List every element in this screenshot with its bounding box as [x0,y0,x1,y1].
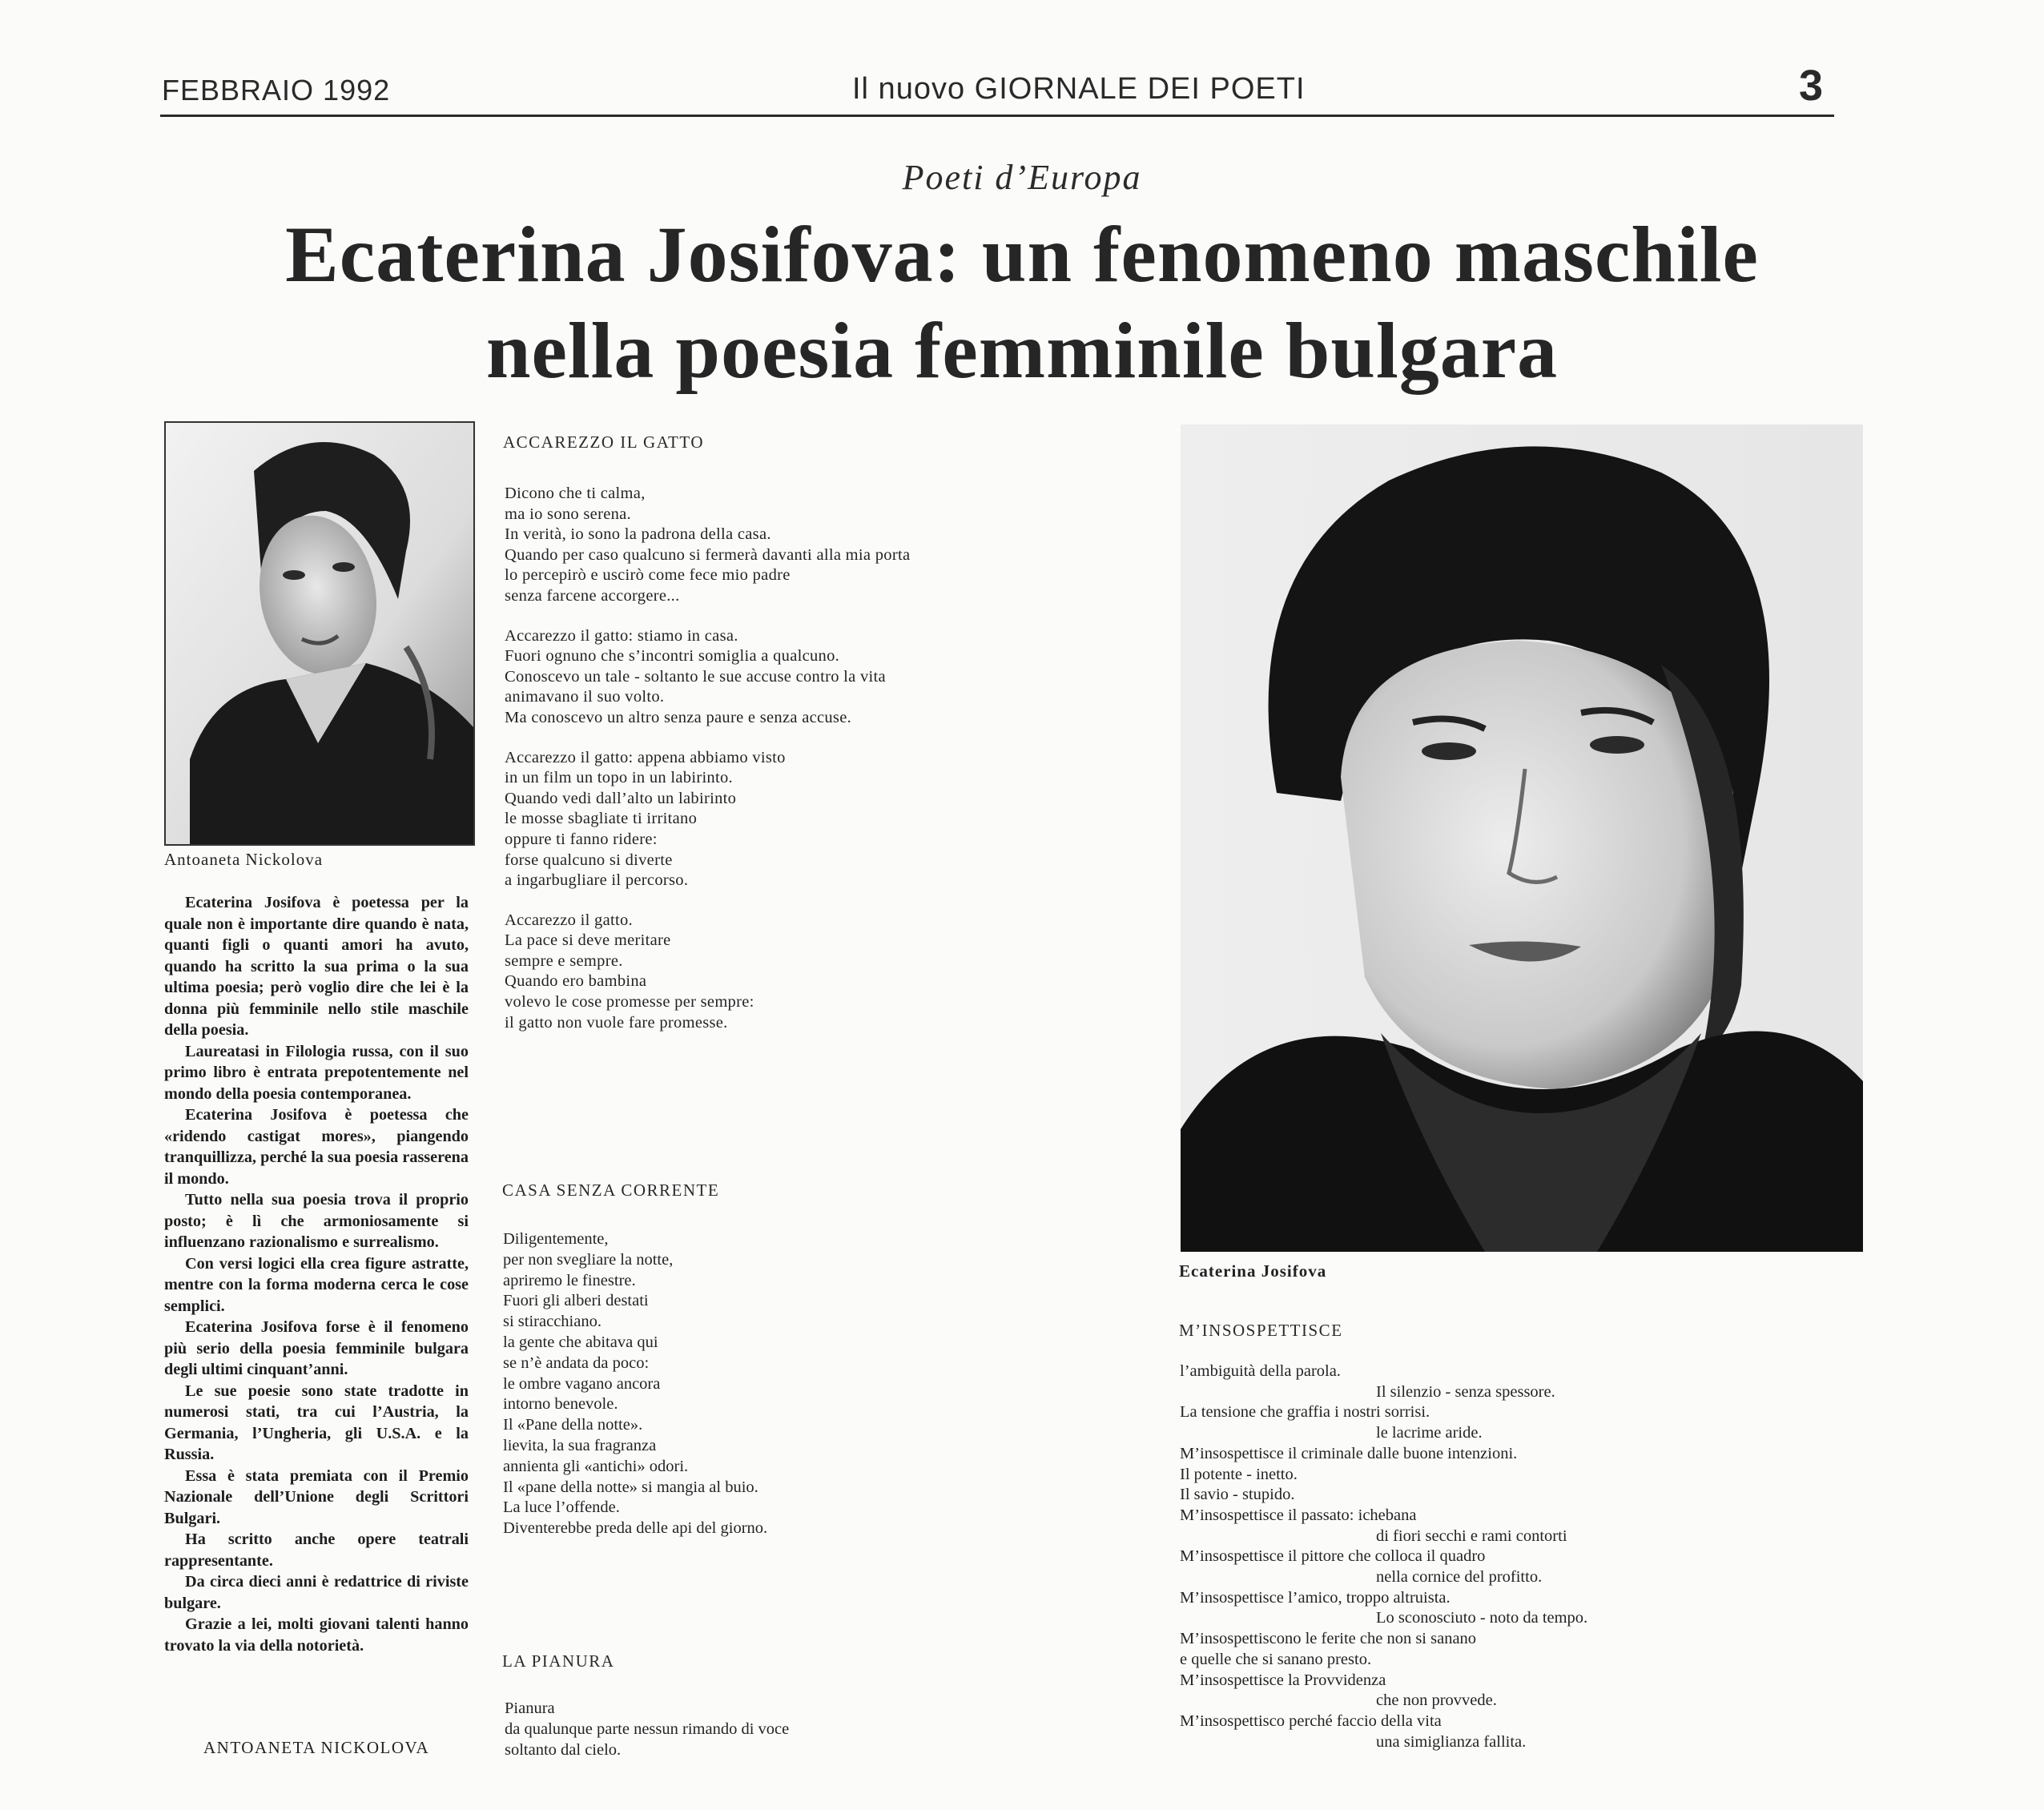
poem-line: Accarezzo il gatto. [505,911,633,929]
poem-line: M’insospettisce il criminale dalle buone intenzioni. [1180,1444,1518,1462]
poem-line: La tensione che graffia i nostri sorrisi. [1180,1403,1430,1422]
author-portrait-photo [164,421,475,846]
poem-line: da qualunque parte nessun rimando di voce [505,1720,790,1738]
poem-title-insospettisce: M’INSOSPETTISCE [1179,1321,1343,1340]
poem-line: volevo le cose promesse per sempre: [505,993,754,1012]
poem-line: nella cornice del profitto. [1376,1568,1543,1587]
poem-line: Diligentemente, [503,1230,609,1248]
poem-line: Pianura [505,1699,555,1717]
poem-line: sempre e sempre. [505,951,623,970]
article-paragraph: Ecaterina Josifova è poetessa che «ridendo castigat mores», piangendo tranquillizza, perché la sua poesia rasserena il mondo. [164,1106,469,1188]
poem-line: la gente che abitava qui [503,1333,658,1351]
poem-line: le ombre vagano ancora [503,1374,661,1393]
poem-line: se n’è andata da poco: [503,1353,650,1372]
section-kicker: Poeti d’Europa [902,158,1142,197]
poem-line: Il «Pane della notte». [503,1416,643,1434]
poem-line: Fuori ognuno che s’incontri somiglia a qualcuno. [505,647,840,666]
poem-line: Accarezzo il gatto: appena abbiamo visto [505,748,786,766]
poem-line: Diventerebbe preda delle api del giorno. [503,1519,768,1538]
poem-line: Dicono che ti calma, [505,485,646,502]
poem-line: Il «pane della notte» si mangia al buio. [503,1478,758,1496]
article-paragraph: Ha scritto anche opere teatrali rappresentante. [164,1530,469,1570]
article-paragraph: Essa è stata premiata con il Premio Nazionale dell’Unione degli Scrittori Bulgari. [164,1466,469,1527]
poem-line: Quando vedi dall’alto un labirinto [505,789,737,807]
poem-body-pianura [505,1698,789,1760]
poem-line: M’insospettiscono le ferite che non si sanano [1180,1630,1477,1648]
poem-line: il gatto non vuole fare promesse. [505,1013,728,1032]
poem-line: La pace si deve meritare [505,931,671,950]
poem-line: senza farcene accorgere... [505,586,680,605]
article-paragraph: Da circa dieci anni è redattrice di riviste bulgare. [164,1573,469,1612]
article-paragraph: Ecaterina Josifova forse è il fenomeno più serio della poesia femminile bulgara degli ultimi cinquant’anni. [164,1318,469,1378]
poem-line: Fuori gli alberi destati [503,1292,649,1310]
masthead-rule [160,115,1834,117]
headline-line-1: Ecaterina Josifova: un fenomeno maschile [285,210,1759,299]
poem-line: soltanto dal cielo. [505,1741,622,1759]
poem-line: le lacrime aride. [1376,1424,1483,1442]
poem-line: per non svegliare la notte, [503,1250,674,1269]
poem-body-accarezzo [505,484,910,1033]
poem-line: lievita, la sua fragranza [503,1436,657,1454]
article-paragraph: Le sue poesie sono state tradotte in numerosi stati, tra cui l’Austria, la Germania, l’Ungheria, gli U.S.A. e la Russia. [164,1382,469,1463]
small-photo-caption: Antoaneta Nickolova [164,850,324,869]
article-paragraph: Laureatasi in Filologia russa, con il suo primo libro è entrata prepotentemente nel mondo della poesia contemporanea. [164,1042,469,1103]
poem-title-accarezzo: ACCAREZZO IL GATTO [503,432,704,452]
poem-line: M’insospettisce la Provvidenza [1180,1671,1386,1689]
publication-title: Il nuovo GIORNALE DEI POETI [852,72,1306,106]
poem-line: Il potente - inetto. [1180,1465,1298,1483]
large-photo-caption: Ecaterina Josifova [1179,1261,1327,1281]
poem-line: in un film un topo in un labirinto. [505,769,733,787]
poem-line: Accarezzo il gatto: stiamo in casa. [505,626,738,645]
poem-line: M’insospettisco perché faccio della vita [1180,1711,1442,1730]
issue-date: FEBBRAIO 1992 [162,74,391,107]
poem-line: La luce l’offende. [503,1498,620,1517]
poem-title-pianura: LA PIANURA [502,1651,615,1671]
poem-line: ma io sono serena. [505,505,631,523]
article-paragraph: Con versi logici ella crea figure astratte, mentre con la forma moderna cerca le cose semplici. [164,1254,469,1315]
poem-line: apriremo le finestre. [503,1271,636,1289]
headline-line-2: nella poesia femminile bulgara [485,306,1559,395]
poem-line: una simiglianza fallita. [1376,1732,1527,1751]
stanza-break [505,607,910,626]
poem-line: Il silenzio - senza spessore. [1376,1382,1555,1401]
article-body [164,892,469,1656]
poem-line: a ingarbugliare il percorso. [505,871,689,890]
poem-line: Quando per caso qualcuno si fermerà davanti alla mia porta [505,545,911,564]
poem-line: e quelle che si sanano presto. [1180,1650,1372,1668]
poet-portrait-photo [1181,424,1863,1252]
poem-line: Ma conoscevo un altro senza paure e senza accuse. [505,708,852,726]
poem-line: oppure ti fanno ridere: [505,830,658,848]
poem-line: Il savio - stupido. [1180,1486,1295,1504]
poem-title-casa: CASA SENZA CORRENTE [502,1181,720,1200]
poem-line: lo percepirò e uscirò come fece mio padre [505,566,791,585]
poem-line: Lo sconosciuto - noto da tempo. [1376,1609,1588,1627]
poem-line: le mosse sbagliate ti irritano [505,810,698,828]
article-paragraph: Grazie a lei, molti giovani talenti hanno trovato la via della notorietà. [164,1615,469,1655]
poem-line: intorno benevole. [503,1395,618,1414]
poem-line: In verità, io sono la padrona della casa. [505,525,771,544]
poem-line: che non provvede. [1376,1691,1497,1710]
poem-line: M’insospettisce l’amico, troppo altruista. [1180,1588,1451,1607]
article-byline: ANTOANETA NICKOLOVA [203,1738,430,1757]
poem-line: M’insospettisce il passato: ichebana [1180,1506,1417,1524]
poem-body-casa [503,1229,767,1539]
poem-line: forse qualcuno si diverte [505,851,673,869]
poem-line: Quando ero bambina [505,972,647,991]
poem-line: animavano il suo volto. [505,688,665,706]
poem-line: di fiori secchi e rami contorti [1376,1526,1567,1545]
poem-line: si stiracchiano. [503,1313,602,1331]
poem-body-insospettisce [1180,1362,1587,1752]
stanza-break [505,729,910,748]
poem-line: l’ambiguità della parola. [1180,1362,1341,1380]
article-paragraph: Tutto nella sua poesia trova il proprio posto; è lì che armoniosamente si influenzano razionalismo e surrealismo. [164,1191,469,1251]
poem-line: Conoscevo un tale - soltanto le sue accuse contro la vita [505,667,886,686]
article-paragraph: Ecaterina Josifova è poetessa per la quale non è importante dire quando è nata, quanti figli o quanti amori ha avuto, quando ha scritto la sua prima o la sua ultima poesia; però voglio dire che lei è la donna più femminile nello stile maschile della poesia. [164,894,469,1039]
page-number: 3 [1799,62,1824,110]
poem-line: annienta gli «antichi» odori. [503,1457,689,1475]
stanza-break [505,891,910,911]
poem-line: M’insospettisce il pittore che colloca il quadro [1180,1547,1486,1566]
